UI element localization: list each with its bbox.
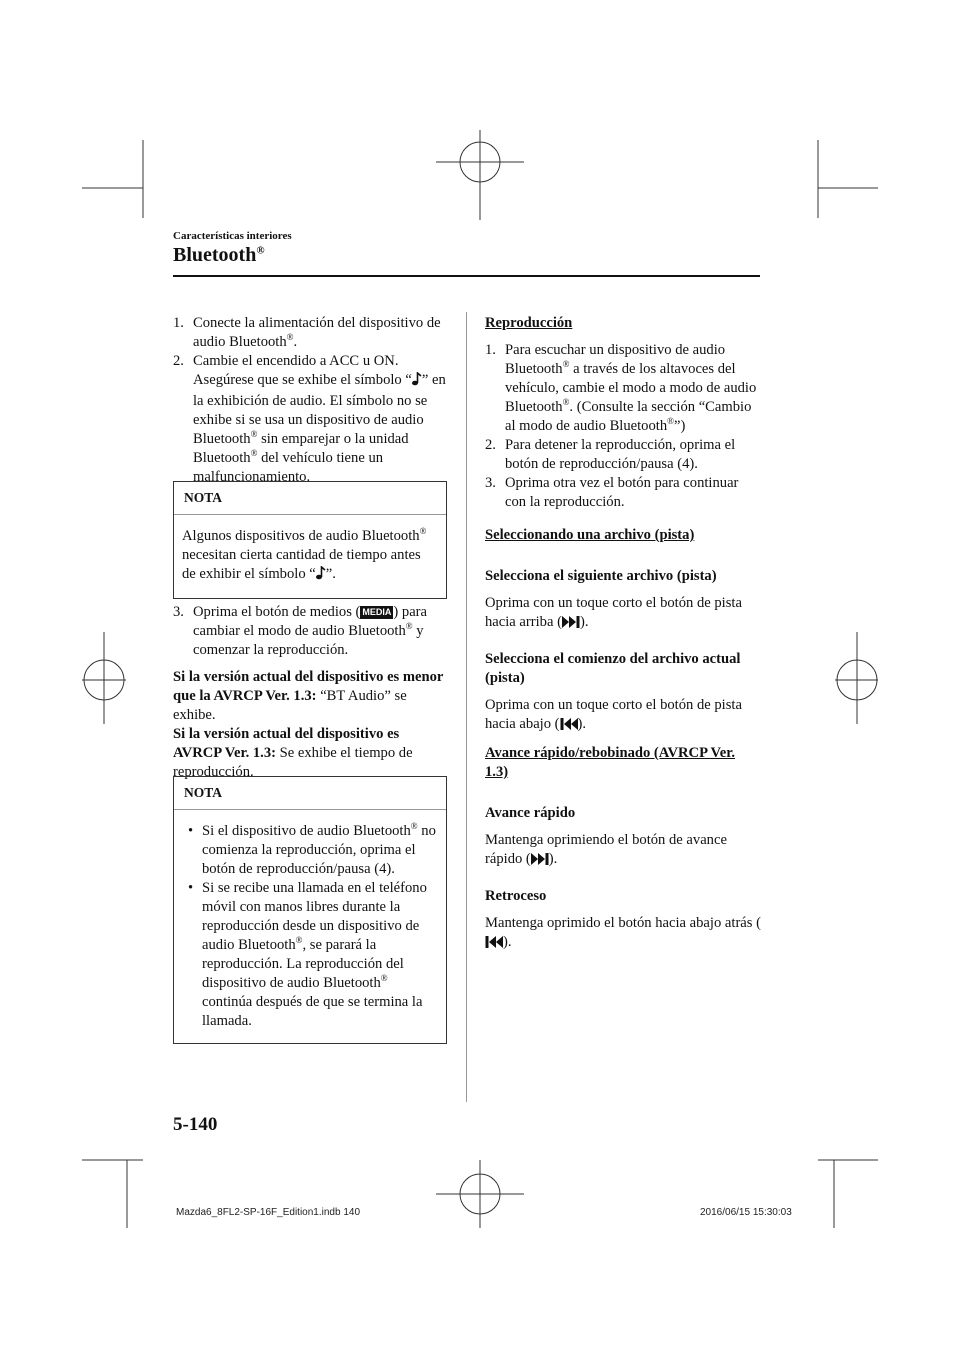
step-2: 2. Cambie el encendido a ACC u ON. Asegúrese que se exhibe el símbolo “ ” en la exhibición de audio. El símbolo no se exhibe si se usa un dispositivo de audio Bluetooth® sin emparejar o la unidad Bluetooth® del vehículo tiene un malfuncionamiento.	[173, 353, 446, 485]
page-number: 5-140	[173, 1114, 218, 1135]
footer-date: 2016/06/15 15:30:03	[700, 1207, 792, 1218]
heading-next-file: Selecciona el siguiente archivo (pista)	[485, 568, 717, 584]
heading-select-file: Seleccionando una archivo (pista)	[485, 527, 695, 543]
step-1: 1. Conecte la alimentación del dispositivo de audio Bluetooth®.	[173, 315, 441, 350]
heading-fast-forward-rewind: Avance rápido/rebobinado (AVRCP Ver. 1.3)	[485, 745, 736, 780]
play-step-3: 3. Oprima otra vez el botón para continuar con la reproducción.	[485, 475, 739, 510]
note-body: Algunos dispositivos de audio Bluetooth® necesitan cierta cantidad de tiempo antes de exhibir el símbolo “ ”.	[174, 515, 446, 598]
rewind-text: Mantenga oprimido el botón hacia abajo atrás ().	[485, 914, 761, 954]
note-body	[174, 810, 446, 1043]
fast-forward-text: Mantenga oprimiendo el botón de avance rápido ( ).	[485, 831, 761, 871]
track-up-icon	[562, 615, 580, 634]
footer-file: Mazda6_8FL2-SP-16F_Edition1.indb 140	[176, 1207, 361, 1218]
condition-new-version: Si la versión actual del dispositivo es AVRCP Ver. 1.3: Se exhibe el tiempo de reproducción.	[173, 726, 413, 780]
fast-forward-icon	[531, 852, 549, 871]
note-header: NOTA	[174, 482, 446, 515]
music-note-icon	[316, 566, 326, 586]
media-button-icon: MEDIA	[362, 607, 392, 617]
music-note-icon	[412, 372, 422, 392]
next-file-text: Oprima con un toque corto el botón de pista hacia arriba ( ).	[485, 594, 761, 634]
heading-fast-forward: Avance rápido	[485, 805, 576, 821]
header-rule	[173, 275, 760, 277]
left-column	[173, 314, 449, 487]
step-3: 3. Oprima el botón de medios ( MEDIA ) para cambiar el modo de audio Bluetooth® y comenzar la reproducción.	[173, 604, 428, 658]
column-divider	[466, 312, 467, 1102]
note-header: NOTA	[174, 777, 446, 810]
note-box-1	[173, 481, 447, 599]
section-label: Características interiores	[173, 230, 292, 242]
play-step-1: 1. Para escuchar un dispositivo de audio Bluetooth® a través de los altavoces del vehículo, cambie el modo a modo de audio Bluetooth®. (Consulte la sección “Cambio al modo de audio Bluetooth®”)	[485, 342, 757, 434]
note-box-2	[173, 776, 447, 1044]
page-title: Bluetooth®	[173, 244, 265, 266]
right-column	[485, 314, 761, 954]
heading-start-file: Selecciona el comienzo del archivo actual (pista)	[485, 651, 741, 686]
track-down-icon	[560, 717, 578, 736]
rewind-icon	[485, 935, 503, 954]
condition-old-version: Si la versión actual del dispositivo es menor que la AVRCP Ver. 1.3: “BT Audio” se exhibe.	[173, 669, 444, 723]
note-bullet: • Si el dispositivo de audio Bluetooth® no comienza la reproducción, oprima el botón de reproducción/pausa (4).	[188, 821, 436, 877]
note-bullet: • Si se recibe una llamada en el teléfono móvil con manos libres durante la reproducción desde un dispositivo de audio Bluetooth®, se parará la reproducción. La reproducción del dispositivo de audio Bluetooth® continúa después de que se termina la llamada.	[188, 880, 427, 1029]
left-column-2	[173, 603, 449, 782]
heading-rewind: Retroceso	[485, 888, 547, 904]
play-step-2: 2. Para detener la reproducción, oprima el botón de reproducción/pausa (4).	[485, 437, 736, 472]
start-file-text: Oprima con un toque corto el botón de pista hacia abajo ( ).	[485, 696, 761, 736]
heading-playback: Reproducción	[485, 315, 573, 331]
